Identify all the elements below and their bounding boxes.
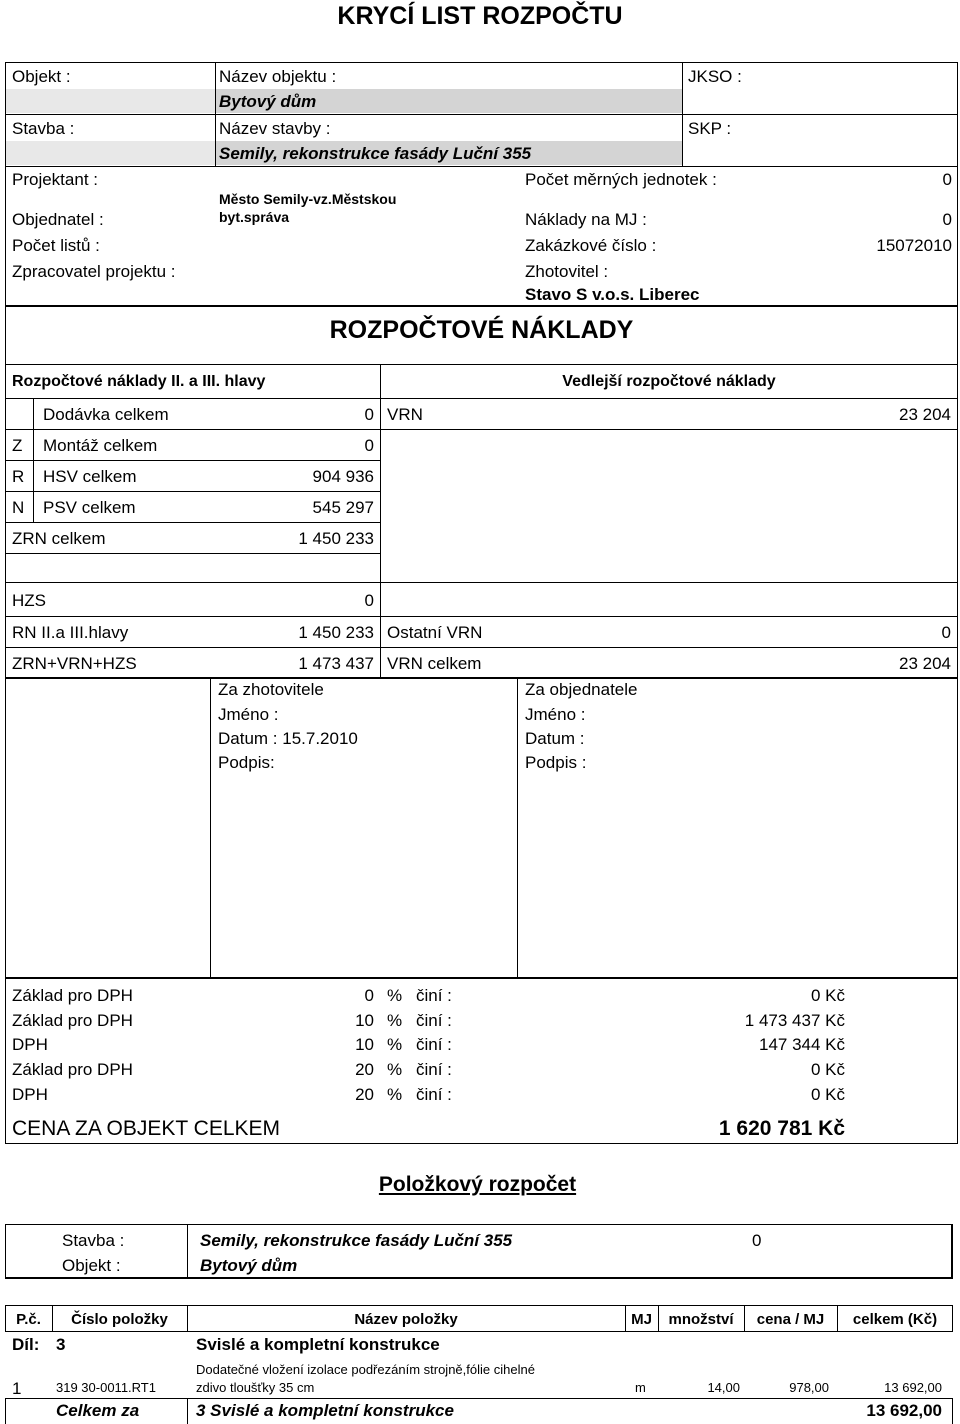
- objednatel-line2: byt.správa: [219, 209, 290, 225]
- itemized-objekt-label: Objekt :: [62, 1256, 121, 1275]
- dil-number: 3: [56, 1335, 66, 1354]
- zrn-letter-r: R: [12, 467, 25, 486]
- zhotovitel: Stavo S v.o.s. Liberec: [525, 285, 700, 304]
- zhotovitel-podpis: Podpis:: [218, 753, 275, 772]
- page-title: KRYCÍ LIST ROZPOČTU: [337, 2, 623, 30]
- col-nazev: Název položky: [354, 1311, 458, 1328]
- zrn-total-label: ZRN celkem: [12, 529, 106, 548]
- za-zhotovitele: Za zhotovitele: [218, 680, 324, 699]
- vrn-value: 23 204: [899, 405, 951, 424]
- hsv-value: 904 936: [312, 467, 374, 486]
- vat-row-label: DPH: [12, 1085, 48, 1104]
- hzs-value: 0: [364, 591, 374, 610]
- item-mj: m: [635, 1380, 646, 1395]
- signature-box: [5, 678, 958, 978]
- vat-row-label: Základ pro DPH: [12, 986, 133, 1005]
- vat-row-cini: činí :: [416, 986, 452, 1005]
- vat-row-amount: 0 Kč: [810, 1085, 845, 1104]
- zhotovitel-label: Zhotovitel :: [525, 262, 609, 281]
- vat-row-label: Základ pro DPH: [12, 1060, 133, 1079]
- montaz-label: Montáž celkem: [43, 436, 158, 455]
- vat-row-cini: činí :: [416, 1035, 452, 1054]
- col-cena: cena / MJ: [756, 1311, 825, 1328]
- col-cislo: Číslo položky: [71, 1311, 168, 1328]
- vat-row-rate: 10: [355, 1035, 374, 1054]
- item-celkem: 13 692,00: [884, 1380, 942, 1395]
- vat-row-pct: %: [387, 1085, 403, 1104]
- itemized-stavba-label: Stavba :: [62, 1231, 125, 1250]
- stavba-label: Stavba :: [12, 119, 75, 138]
- zakazkove-cislo-label: Zakázkové číslo :: [525, 236, 657, 255]
- nazev-objektu: Bytový dům: [219, 92, 317, 111]
- dodavka-label: Dodávka celkem: [43, 405, 169, 424]
- zrn-letter-z: Z: [12, 436, 23, 455]
- hsv-label: HSV celkem: [43, 467, 137, 486]
- itemized-objekt: Bytový dům: [200, 1256, 298, 1275]
- vat-row-pct: %: [387, 986, 403, 1005]
- sum-label: Celkem za: [56, 1401, 140, 1420]
- vat-row-amount: 147 344 Kč: [758, 1035, 845, 1054]
- objednatel-label: Objednatel :: [12, 210, 104, 229]
- pocet-mj: 0: [942, 170, 952, 189]
- montaz-value: 0: [364, 436, 374, 455]
- zrn-total-value: 1 450 233: [298, 529, 374, 548]
- item-nazev-line2: zdivo tloušťky 35 cm: [196, 1380, 315, 1395]
- nazev-stavby: Semily, rekonstrukce fasády Luční 355: [219, 144, 532, 163]
- vrn-label: VRN: [387, 405, 423, 424]
- nazev-objektu-label: Název objektu :: [219, 67, 337, 86]
- vat-row-rate: 0: [364, 986, 374, 1005]
- sum-value: 13 692,00: [866, 1401, 942, 1420]
- vat-row-amount: 1 473 437 Kč: [744, 1011, 845, 1030]
- psv-label: PSV celkem: [43, 498, 136, 517]
- vat-row-pct: %: [387, 1011, 403, 1030]
- col-pc: P.č.: [16, 1311, 41, 1328]
- zhotovitel-jmeno: Jméno :: [218, 705, 279, 724]
- total-amount: 1 620 781 Kč: [718, 1117, 845, 1140]
- objekt-label: Objekt :: [12, 67, 71, 86]
- dil-label: Díl:: [12, 1335, 40, 1354]
- vat-row-cini: činí :: [416, 1085, 452, 1104]
- vat-row-pct: %: [387, 1035, 403, 1054]
- itemized-stavba: Semily, rekonstrukce fasády Luční 355: [200, 1231, 513, 1250]
- psv-value: 545 297: [312, 498, 374, 517]
- hzs-label: HZS: [12, 591, 46, 610]
- item-cena: 978,00: [789, 1380, 829, 1395]
- total-label: CENA ZA OBJEKT CELKEM: [12, 1117, 281, 1140]
- nazev-stavby-label: Název stavby :: [219, 119, 331, 138]
- zakazkove-cislo: 15072010: [876, 236, 952, 255]
- objednatel-datum: Datum :: [525, 729, 585, 748]
- col-celkem: celkem (Kč): [852, 1311, 938, 1328]
- vrn-celkem-value: 23 204: [899, 654, 951, 673]
- right-heading: Vedlejší rozpočtové náklady: [562, 373, 776, 390]
- items-sum-row: [5, 1398, 953, 1424]
- vat-row-pct: %: [387, 1060, 403, 1079]
- naklady-mj-label: Náklady na MJ :: [525, 210, 647, 229]
- left-heading: Rozpočtové náklady II. a III. hlavy: [12, 373, 266, 390]
- objednatel-podpis: Podpis :: [525, 753, 587, 772]
- ostatni-vrn-label: Ostatní VRN: [387, 623, 483, 642]
- costs-title: ROZPOČTOVÉ NÁKLADY: [329, 316, 634, 344]
- skp-label: SKP :: [688, 119, 732, 138]
- rn-label: RN II.a III.hlavy: [12, 623, 129, 642]
- item-mnozstvi: 14,00: [707, 1380, 740, 1395]
- zpracovatel-label: Zpracovatel projektu :: [12, 262, 176, 281]
- pocet-listu-label: Počet listů :: [12, 236, 100, 255]
- item-cislo: 319 30-0011.RT1: [56, 1380, 156, 1395]
- projektant-label: Projektant :: [12, 170, 98, 189]
- ostatni-vrn-value: 0: [941, 623, 951, 642]
- pocet-mj-label: Počet měrných jednotek :: [525, 170, 717, 189]
- vat-row-rate: 10: [355, 1011, 374, 1030]
- dodavka-value: 0: [364, 405, 374, 424]
- vat-row-rate: 20: [355, 1060, 374, 1079]
- vat-row-rate: 20: [355, 1085, 374, 1104]
- vrn-celkem-label: VRN celkem: [387, 654, 482, 673]
- vat-row-cini: činí :: [416, 1011, 452, 1030]
- itemized-stavba-extra: 0: [752, 1231, 762, 1250]
- naklady-mj: 0: [942, 210, 952, 229]
- objednatel-jmeno: Jméno :: [525, 705, 586, 724]
- zrn-letter-n: N: [12, 498, 25, 517]
- vat-row-label: DPH: [12, 1035, 48, 1054]
- item-nazev-line1: Dodatečné vložení izolace podřezáním strojně,fólie cihelné: [196, 1362, 535, 1377]
- sum-name: 3 Svislé a kompletní konstrukce: [196, 1401, 454, 1420]
- zhotovitel-datum: Datum : 15.7.2010: [218, 729, 358, 748]
- col-mnozstvi: množství: [668, 1311, 734, 1328]
- itemized-title: Položkový rozpočet: [378, 1173, 577, 1196]
- rn-value: 1 450 233: [298, 623, 374, 642]
- vat-row-amount: 0 Kč: [810, 1060, 845, 1079]
- jkso-label: JKSO :: [688, 67, 742, 86]
- zrn-vrn-hzs-label: ZRN+VRN+HZS: [12, 654, 137, 673]
- dil-name: Svislé a kompletní konstrukce: [196, 1335, 440, 1354]
- vat-row-amount: 0 Kč: [810, 986, 845, 1005]
- objednatel-line1: Město Semily-vz.Městskou: [219, 191, 397, 207]
- col-mj: MJ: [631, 1311, 652, 1328]
- item-pc: 1: [12, 1379, 22, 1398]
- za-objednatele: Za objednatele: [525, 680, 638, 699]
- zrn-vrn-hzs-value: 1 473 437: [298, 654, 374, 673]
- vat-row-cini: činí :: [416, 1060, 452, 1079]
- vat-row-label: Základ pro DPH: [12, 1011, 133, 1030]
